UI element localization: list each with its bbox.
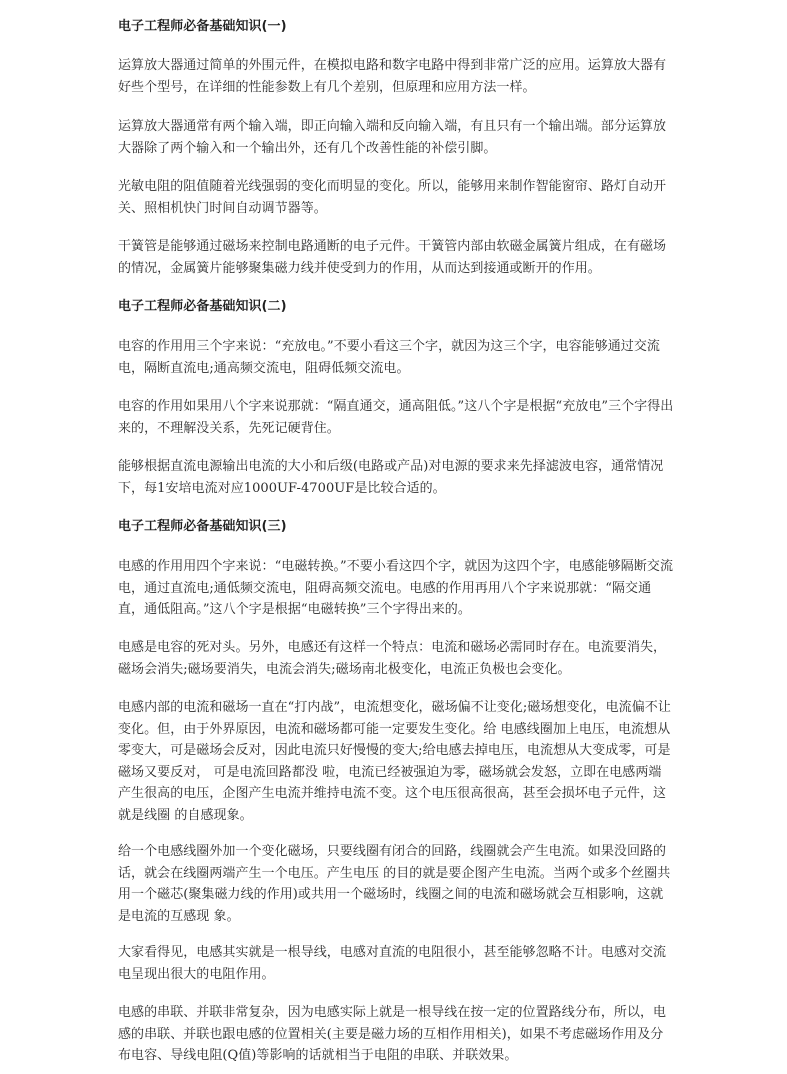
paragraph: 运算放大器通过简单的外围元件，在模拟电路和数字电路中得到非常广泛的应用。运算放大器有好些个型号，在详细的性能参数上有几个差别，但原理和应用方法一样。 xyxy=(118,58,667,95)
paragraph: 大家看得见，电感其实就是一根导线，电感对直流的电阻很小，甚至能够忽略不计。电感对交流电呈现出很大的电阻作用。 xyxy=(118,945,667,982)
paragraph: 电感内部的电流和磁场一直在“打内战”，电流想变化，磁场偏不让变化;磁场想变化，电流偏不让变化。但，由于外界原因，电流和磁场都可能一定要发生变化。给 电感线圈加上电压，电流想从零变大，可是磁场会反对，因此电流只好慢慢的变大;给电感去掉电压，电流想从大变成零，可是磁场又要反对， 可是电流回路都没 啦，电流已经被强迫为零，磁场就会发怒，立即在电感两端产生很高的电压，企图产生电流并维持电流不变。这个电压很高很高，甚至会损坏电子元件，这就是线圈 的自感现象。 xyxy=(118,700,671,823)
paragraph: 干簧管是能够通过磁场来控制电路通断的电子元件。干簧管内部由软磁金属簧片组成，在有磁场的情况，金属簧片能够聚集磁力线并使受到力的作用，从而达到接通或断开的作用。 xyxy=(118,239,667,276)
paragraph: 电容的作用如果用八个字来说那就：“隔直通交，通高阻低。”这八个字是根据“充放电”三个字得出来的，不理解没关系，先死记硬背住。 xyxy=(118,399,674,436)
paragraph: 能够根据直流电源输出电流的大小和后级(电路或产品)对电源的要求来先择滤波电容，通常情况下，每1安培电流对应1000UF-4700UF是比较合适的。 xyxy=(118,459,664,496)
section-heading-1: 电子工程师必备基础知识(一) xyxy=(118,19,287,34)
section-heading-3: 电子工程师必备基础知识(三) xyxy=(118,519,287,534)
section-heading-2: 电子工程师必备基础知识(二) xyxy=(118,299,287,314)
paragraph: 运算放大器通常有两个输入端，即正向输入端和反向输入端，有且只有一个输出端。部分运算放大器除了两个输入和一个输出外，还有几个改善性能的补偿引脚。 xyxy=(118,119,667,156)
paragraph: 光敏电阻的阻值随着光线强弱的变化而明显的变化。所以，能够用来制作智能窗帘、路灯自动开关、照相机快门时间自动调节器等。 xyxy=(118,179,667,216)
paragraph: 电感的作用用四个字来说：“电磁转换。”不要小看这四个字，就因为这四个字，电感能够隔断交流电，通过直流电;通低频交流电，阻碍高频交流电。电感的作用再用八个字来说那就：“隔交通直，通低阻高。”这八个字是根据“电磁转换”三个字得出来的。 xyxy=(118,559,673,618)
paragraph: 电感的串联、并联非常复杂，因为电感实际上就是一根导线在按一定的位置路线分布，所以，电感的串联、并联也跟电感的位置相关(主要是磁力场的互相作用相关)，如果不考虑磁场作用及分布电容、导线电阻(Q值)等影响的话就相当于电阻的串联、并联效果。 xyxy=(118,1005,667,1064)
paragraph: 电感是电容的死对头。另外，电感还有这样一个特点：电流和磁场必需同时存在。电流要消失，磁场会消失;磁场要消失，电流会消失;磁场南北极变化，电流正负极也会变化。 xyxy=(118,640,667,677)
paragraph: 给一个电感线圈外加一个变化磁场，只要线圈有闭合的回路，线圈就会产生电流。如果没回路的话，就会在线圈两端产生一个电压。产生电压 的目的就是要企图产生电流。当两个或多个丝圈共用一个磁芯(聚集磁力线的作用)或共用一个磁场时，线圈之间的电流和磁场就会互相影响，这就是电流的互感现 象。 xyxy=(118,844,671,924)
paragraph: 电容的作用用三个字来说：“充放电。”不要小看这三个字，就因为这三个字，电容能够通过交流电，隔断直流电;通高频交流电，阻碍低频交流电。 xyxy=(118,339,660,376)
